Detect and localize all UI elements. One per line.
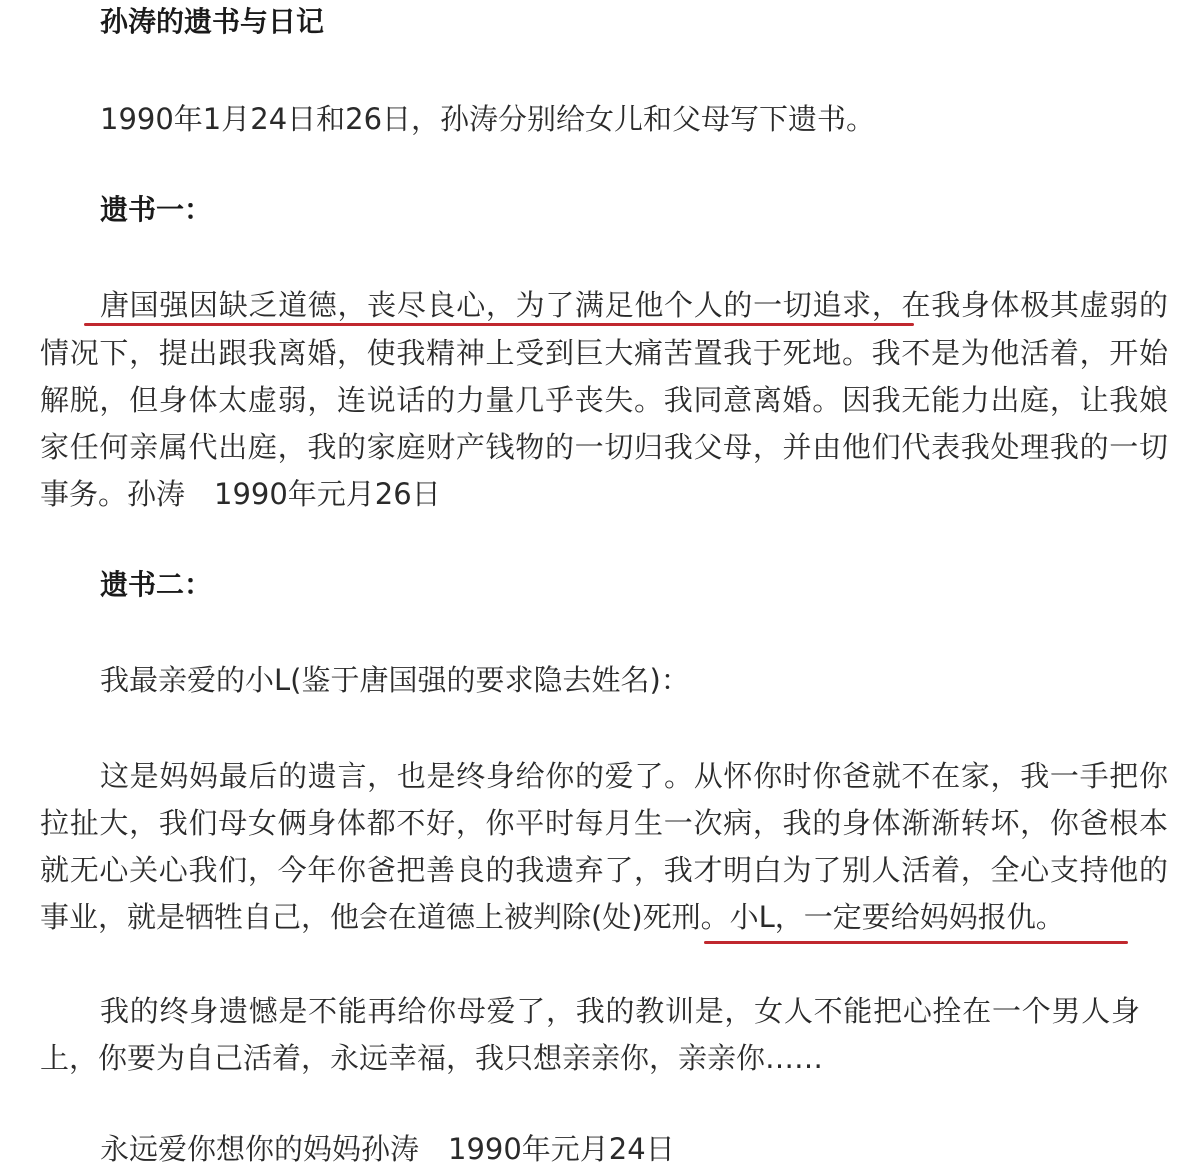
letter1-line-2: 情况下，提出跟我离婚，使我精神上受到巨大痛苦置我于死地。我不是为他活着，开始 [40,336,1168,370]
letter2-signature: 永远爱你想你的妈妈孙涛 1990年元月24日 [100,1132,675,1166]
letter2-para1-line-4: 事业，就是牺牲自己，他会在道德上被判除(处)死刑。小L，一定要给妈妈报仇。 [40,900,1065,934]
letter2-para1-line-1: 这是妈妈最后的遗言，也是终身给你的爱了。从怀你时你爸就不在家，我一手把你 [100,759,1168,793]
letter2-para2-line-2: 上，你要为自己活着，永远幸福，我只想亲亲你，亲亲你…… [40,1041,824,1075]
letter1-line-5: 事务。孙涛 1990年元月26日 [40,477,441,511]
letter1-line-1: 唐国强因缺乏道德，丧尽良心，为了满足他个人的一切追求，在我身体极其虚弱的 [100,288,1168,322]
letter2-para1-line-2: 拉扯大，我们母女俩身体都不好，你平时每月生一次病，我的身体渐渐转坏，你爸根本 [40,806,1168,840]
letter2-para2-line-1: 我的终身遗憾是不能再给你母爱了，我的教训是，女人不能把心拴在一个男人身 [100,994,1140,1028]
letter1-underline [84,323,914,326]
document-title: 孙涛的遗书与日记 [100,5,325,38]
letter1-heading: 遗书一： [100,193,213,226]
letter1-line-4: 家任何亲属代出庭，我的家庭财产钱物的一切归我父母，并由他们代表我处理我的一切 [40,430,1168,464]
intro-text: 1990年1月24日和26日，孙涛分别给女儿和父母写下遗书。 [100,102,876,136]
letter1-line-3: 解脱，但身体太虚弱，连说话的力量几乎丧失。我同意离婚。因我无能力出庭，让我娘 [40,383,1168,417]
letter2-greeting: 我最亲爱的小L(鉴于唐国强的要求隐去姓名)： [100,663,690,697]
letter2-underline [704,941,1128,944]
letter2-heading: 遗书二： [100,568,213,601]
letter2-para1-line-3: 就无心关心我们，今年你爸把善良的我遗弃了，我才明白为了别人活着，全心支持他的 [40,853,1168,887]
